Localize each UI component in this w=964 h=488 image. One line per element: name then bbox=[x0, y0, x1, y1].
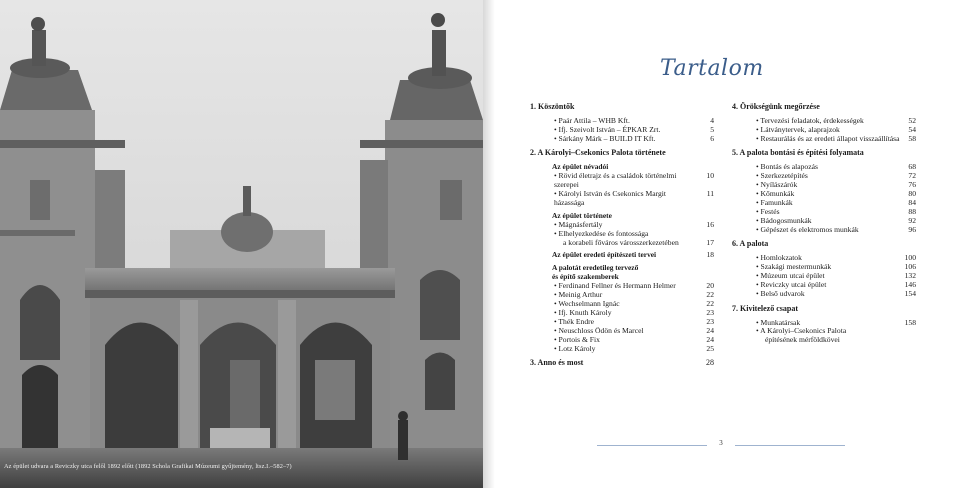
toc-entry bbox=[732, 290, 916, 299]
toc-group bbox=[732, 163, 916, 234]
section-title-text: 1. Köszöntők bbox=[530, 102, 575, 111]
toc-group bbox=[530, 163, 714, 208]
subsection-title-line2: és építő szakemberek bbox=[552, 272, 619, 282]
entry-page: 54 bbox=[908, 124, 916, 134]
entry-text: • Nyílászárók bbox=[756, 180, 798, 190]
footer-ornament-left bbox=[597, 445, 707, 446]
toc-entry bbox=[530, 345, 714, 354]
section-title-text: 6. A palota bbox=[732, 239, 769, 249]
entry-page: 146 bbox=[904, 280, 916, 289]
entry-text: • Wechselmann Ignác bbox=[554, 299, 620, 309]
entry-text: • Szakági mestermunkák bbox=[756, 262, 832, 272]
entry-page: 23 bbox=[706, 316, 714, 326]
toc-entry bbox=[530, 135, 714, 144]
entry-text: • Meinig Arthur bbox=[554, 290, 603, 300]
section-title-text: 5. A palota bontási és építési folyamata bbox=[732, 148, 864, 158]
entry-text: • Reviczky utcai épület bbox=[756, 280, 827, 289]
entry-page: 84 bbox=[908, 197, 916, 207]
entry-page: 4 bbox=[710, 115, 714, 125]
toc-group bbox=[530, 212, 714, 248]
subsection-title-text: Az épület névadói bbox=[552, 162, 609, 172]
toc-right-column bbox=[732, 103, 916, 351]
toc-entry bbox=[530, 239, 714, 248]
entry-text: • Paár Attila – WHB Kft. bbox=[554, 115, 630, 125]
entry-text: • Ifj. Szeivolt István – ÉPKAR Zrt. bbox=[554, 124, 661, 134]
toc-group bbox=[530, 117, 714, 144]
entry-text: • Múzeum utcai épület bbox=[756, 271, 825, 281]
entry-page: 80 bbox=[908, 189, 916, 199]
entry-page: 25 bbox=[706, 343, 714, 353]
entry-page: 68 bbox=[908, 162, 916, 172]
entry-page: 17 bbox=[706, 237, 714, 247]
section-title bbox=[530, 103, 714, 112]
toc-section bbox=[732, 149, 916, 234]
toc-entry bbox=[732, 336, 916, 345]
toc-group bbox=[732, 319, 916, 346]
page-number: 3 bbox=[719, 439, 723, 447]
entry-page: 24 bbox=[706, 334, 714, 344]
subsection-title-text: Az épület eredeti építészeti tervei bbox=[552, 250, 657, 260]
subsection-title bbox=[530, 251, 714, 260]
photo-caption: Az épület udvara a Reviczky utca felől 1892 előtt (1892 Schola Grafikai Múzeumi gyűjtemény, ltsz.I.–582–7) bbox=[4, 463, 292, 470]
entry-page: 16 bbox=[706, 219, 714, 229]
entry-text: • Kőmunkák bbox=[756, 189, 795, 199]
toc-entry bbox=[530, 172, 714, 190]
entry-page: 72 bbox=[908, 171, 916, 181]
entry-page: 52 bbox=[908, 115, 916, 125]
entry-page: 76 bbox=[908, 180, 916, 190]
section-page: 28 bbox=[706, 358, 714, 368]
entry-text: • Szerkezetépítés bbox=[756, 171, 808, 181]
entry-text: • Károlyi István és Csekonics Margit házassága bbox=[554, 189, 666, 207]
entry-text: • Gépészet és elektromos munkák bbox=[756, 224, 859, 234]
entry-text: • Bádogosmunkák bbox=[756, 215, 812, 225]
entry-page: 24 bbox=[706, 325, 714, 335]
entry-page: 88 bbox=[908, 206, 916, 216]
entry-text: • Famunkák bbox=[756, 197, 793, 207]
entry-text: építésének mérföldkövei bbox=[765, 335, 840, 345]
entry-text: • Homlokzatok bbox=[756, 253, 802, 263]
footer-ornament-right bbox=[735, 445, 845, 446]
toc-section bbox=[530, 359, 714, 368]
entry-text: • Sárkány Márk – BUILD IT Kft. bbox=[554, 133, 656, 143]
entry-text: a korabeli főváros városszerkezetében bbox=[563, 237, 679, 247]
toc-group bbox=[732, 117, 916, 144]
entry-page: 158 bbox=[904, 317, 916, 327]
entry-text: • Portois & Fix bbox=[554, 334, 600, 344]
section-title-text: 4. Örökségünk megőrzése bbox=[732, 102, 820, 111]
entry-page: 22 bbox=[706, 290, 714, 300]
toc-group bbox=[530, 264, 714, 353]
entry-text: • Lotz Károly bbox=[554, 343, 596, 353]
entry-page: 132 bbox=[904, 271, 916, 281]
toc-group bbox=[530, 251, 714, 260]
entry-text: • Tervezési feladatok, érdekességek bbox=[756, 115, 864, 125]
entry-text: • Festés bbox=[756, 206, 780, 216]
entry-page: 154 bbox=[904, 288, 916, 298]
subsection-title-text: A palotát eredetileg tervező bbox=[552, 263, 639, 273]
section-title bbox=[732, 149, 916, 158]
entry-page: 10 bbox=[706, 171, 714, 181]
entry-page: 20 bbox=[706, 281, 714, 291]
entry-page: 96 bbox=[908, 224, 916, 234]
section-title bbox=[732, 103, 916, 112]
toc-entry bbox=[732, 135, 916, 144]
subsection-title-text: Az épület története bbox=[552, 210, 612, 220]
entry-text: • Belső udvarok bbox=[756, 288, 805, 298]
entry-page bbox=[900, 327, 916, 336]
entry-page: 6 bbox=[710, 133, 714, 143]
page-footer bbox=[597, 439, 845, 451]
entry-page bbox=[900, 336, 916, 345]
section-title bbox=[530, 359, 714, 368]
entry-page: 11 bbox=[706, 189, 714, 199]
entry-text: • Elhelyezkedése és fontossága bbox=[554, 228, 649, 238]
toc-section bbox=[732, 305, 916, 346]
section-title-text: 2. A Károlyi–Csekonics Palota története bbox=[530, 148, 666, 158]
entry-text: • Ifj. Knuth Károly bbox=[554, 307, 612, 317]
section-title bbox=[530, 149, 714, 158]
entry-text: • Neuschloss Ödön és Marcel bbox=[554, 325, 644, 335]
toc-title: Tartalom bbox=[660, 56, 764, 81]
toc-left-column bbox=[530, 103, 714, 374]
entry-page: 22 bbox=[706, 299, 714, 309]
entry-text: • Rövid életrajz és a családok történelmi szerepei bbox=[554, 171, 677, 190]
entry-page: 92 bbox=[908, 215, 916, 225]
page-gutter bbox=[483, 0, 495, 488]
entry-page: 100 bbox=[904, 253, 916, 263]
entry-page: 106 bbox=[904, 262, 916, 272]
section-title-text: 7. Kivitelező csapat bbox=[732, 303, 798, 313]
entry-page: 23 bbox=[706, 307, 714, 317]
section-title bbox=[732, 305, 916, 314]
entry-text: • A Károlyi–Csekonics Palota bbox=[756, 326, 847, 336]
entry-text: • Ferdinand Fellner és Hermann Helmer bbox=[554, 281, 676, 291]
section-title bbox=[732, 240, 916, 249]
entry-text: • Látványtervek, alaprajzok bbox=[756, 124, 840, 134]
entry-page: 5 bbox=[710, 124, 714, 134]
toc-group bbox=[732, 254, 916, 299]
subsection-page: 18 bbox=[706, 250, 714, 260]
toc-section bbox=[530, 103, 714, 144]
entry-text: • Mágnásfertály bbox=[554, 219, 603, 229]
toc-section bbox=[732, 240, 916, 298]
toc-section bbox=[530, 149, 714, 353]
entry-text: • Bontás és alapozás bbox=[756, 162, 818, 172]
section-title-text: 3. Anno és most bbox=[530, 358, 584, 368]
toc-section bbox=[732, 103, 916, 144]
entry-text: • Munkatársak bbox=[756, 317, 801, 327]
toc-entry bbox=[530, 190, 714, 208]
entry-text: • Restaurálás és az eredeti állapot visszaállítása bbox=[756, 133, 900, 143]
entry-text: • Thék Endre bbox=[554, 316, 595, 326]
entry-page: 58 bbox=[908, 133, 916, 143]
toc-entry bbox=[732, 226, 916, 235]
